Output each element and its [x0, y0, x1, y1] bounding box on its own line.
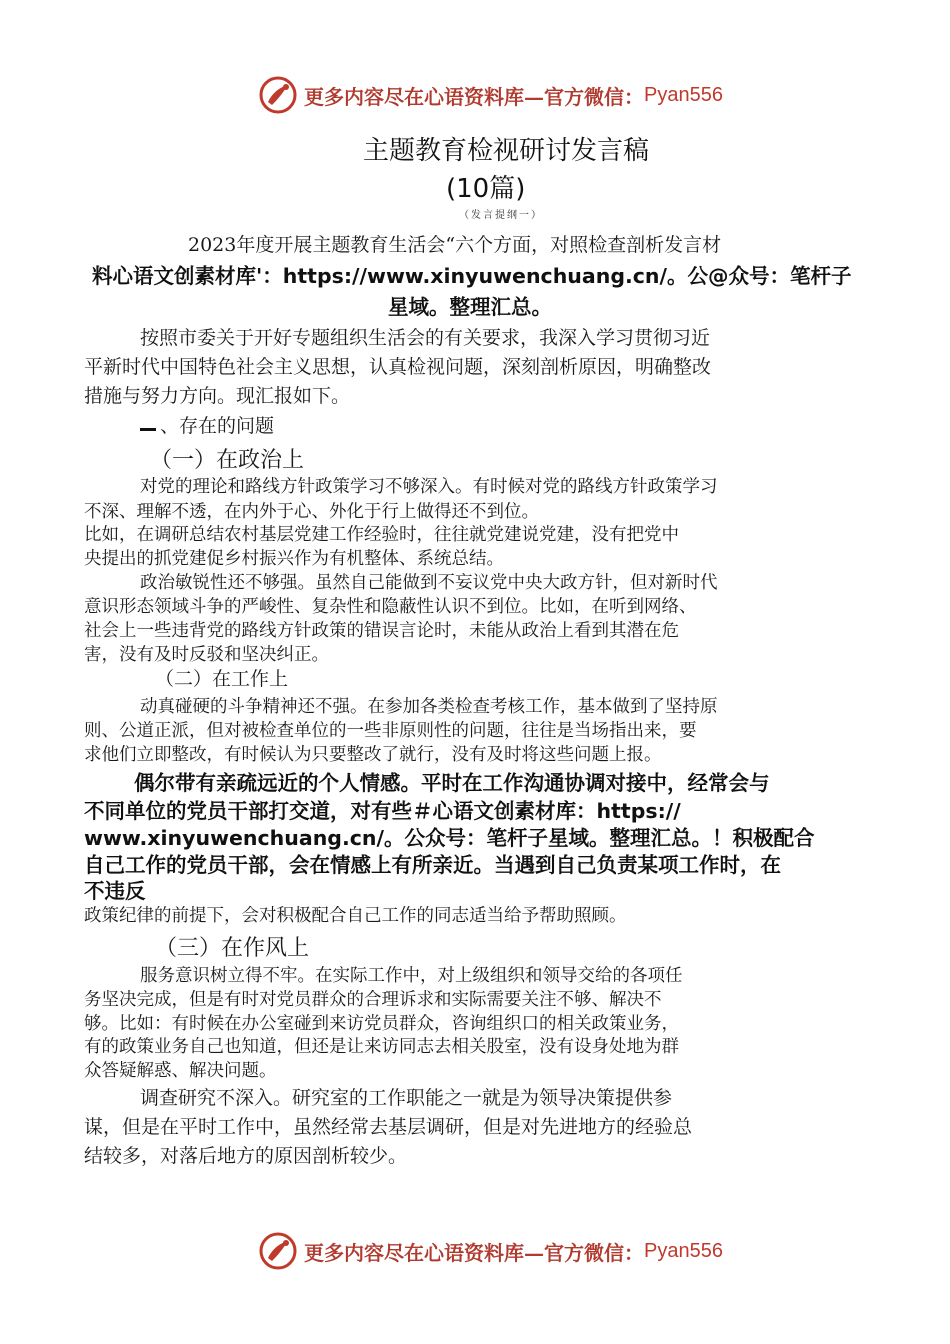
- header-banner: [258, 75, 723, 115]
- s1p2-line-4: 害，没有及时反驳和坚决纠正。: [84, 645, 329, 665]
- s1p2-line-2: 意识形态领域斗争的严峻性、复杂性和隐蔽性认识不到位。比如，在听到网络、: [84, 597, 697, 617]
- banner-text: 更多内容尽在心语资料库—官方微信：: [304, 1240, 644, 1265]
- s2p3-line: 政策纪律的前提下，会对积极配合自己工作的同志适当给予帮助照顾。: [84, 906, 627, 926]
- subtitle: （发言提纲一）: [459, 210, 543, 221]
- s1p1-line-1: 对党的理论和路线方针政策学习不够深入。有时候对党的路线方针政策学习: [140, 477, 718, 497]
- s3p1-line-3: 够。比如：有时候在办公室碰到来访党员群众，咨询组织口的相关政策业务，: [84, 1014, 679, 1034]
- s2p2-line-2: 不同单位的党员干部打交道，对有些＃心语文创素材库：https://: [84, 799, 681, 823]
- s2p1-line-3: 求他们立即整改，有时候认为只要整改了就行，没有及时将这些问题上报。: [84, 745, 662, 765]
- s3p1-line-1: 服务意识树立得不牢。在实际工作中，对上级组织和领导交给的各项任: [140, 966, 683, 986]
- brush-seal-logo-icon: [258, 75, 298, 115]
- s2p2-line-5: 不违反: [84, 879, 146, 903]
- s3p1-line-5: 众答疑解惑、解决问题。: [84, 1061, 277, 1081]
- dash-mark: [140, 428, 156, 431]
- s1p1-line-4: 央提出的抓党建促乡村振兴作为有机整体、系统总结。: [84, 549, 504, 569]
- para1-line-1: 按照市委关于开好专题组织生活会的有关要求，我深入学习贯彻习近: [140, 327, 711, 349]
- banner-wechat-id: Pyan556: [644, 83, 723, 106]
- s1p1-line-3: 比如，在调研总结农村基层党建工作经验时，往往就党建说党建，没有把党中: [84, 525, 679, 545]
- footer-banner: [258, 1231, 723, 1271]
- s3p2-line-1: 调查研究不深入。研究室的工作职能之一就是为领导决策提供参: [140, 1087, 673, 1109]
- s3p1-line-2: 务坚决完成，但是有时对党员群众的合理诉求和实际需要关注不够、解决不: [84, 990, 662, 1010]
- section-heading-1: 、存在的问题: [140, 411, 274, 438]
- subheading-work: （二）在工作上: [155, 668, 289, 690]
- s2p2-line-4: 自己工作的党员干部，会在情感上有所亲近。当遇到自己负责某项工作时，在: [84, 853, 781, 877]
- s2p1-line-1: 动真碰硬的斗争精神还不强。在参加各类检查考核工作，基本做到了坚持原: [140, 697, 718, 717]
- para1-line-2: 平新时代中国特色社会主义思想，认真检视问题，深刻剖析原因，明确整改: [84, 356, 712, 378]
- page-title: 主题教育检视研讨发言稿: [363, 136, 650, 166]
- banner-wechat-id: Pyan556: [644, 1239, 723, 1262]
- s2p2-line-1: 偶尔带有亲疏远近的个人情感。平时在工作沟通协调对接中，经常会与: [134, 771, 770, 795]
- s2p2-line-3: www.xinyuwenchuang.cn/。公众号：笔杆子星域。整理汇总。！积极配合: [84, 826, 815, 850]
- s2p1-line-2: 则、公道正派，但对被检查单位的一些非原则性的问题，往往是当场指出来，要: [84, 721, 697, 741]
- s3p1-line-4: 有的政策业务自己也知道，但还是让来访同志去相关股室，没有设身处地为群: [84, 1037, 679, 1057]
- subheading-style: （三）在作风上: [155, 936, 310, 961]
- s1p1-line-2: 不深、理解不透，在内外于心、外化于行上做得还不到位。: [84, 502, 539, 522]
- banner-text: 更多内容尽在心语资料库—官方微信：: [304, 84, 644, 109]
- brush-seal-logo-icon: [258, 1231, 298, 1271]
- s3p2-line-3: 结较多，对落后地方的原因剖析较少。: [84, 1145, 408, 1167]
- para1-line-3: 措施与努力方向。现汇报如下。: [84, 385, 351, 407]
- subheading-politics: （一）在政治上: [150, 448, 305, 473]
- title-count: (10篇): [446, 174, 526, 204]
- s1p2-line-1: 政治敏锐性还不够强。虽然自己能做到不妄议党中央大政方针，但对新时代: [140, 573, 718, 593]
- s3p2-line-2: 谋，但是在平时工作中，虽然经常去基层调研，但是对先进地方的经验总: [84, 1116, 693, 1138]
- s1p2-line-3: 社会上一些违背党的路线方针政策的错误言论时，未能从政治上看到其潜在危: [84, 621, 679, 641]
- intro-line-2: 料心语文创素材库'：https://www.xinyuwenchuang.cn/。公@众号：笔杆子: [92, 264, 852, 288]
- intro-line-3: 星域。整理汇总。: [388, 295, 552, 319]
- intro-line-1: 2023年度开展主题教育生活会“六个方面，对照检查剖析发言材: [188, 234, 722, 256]
